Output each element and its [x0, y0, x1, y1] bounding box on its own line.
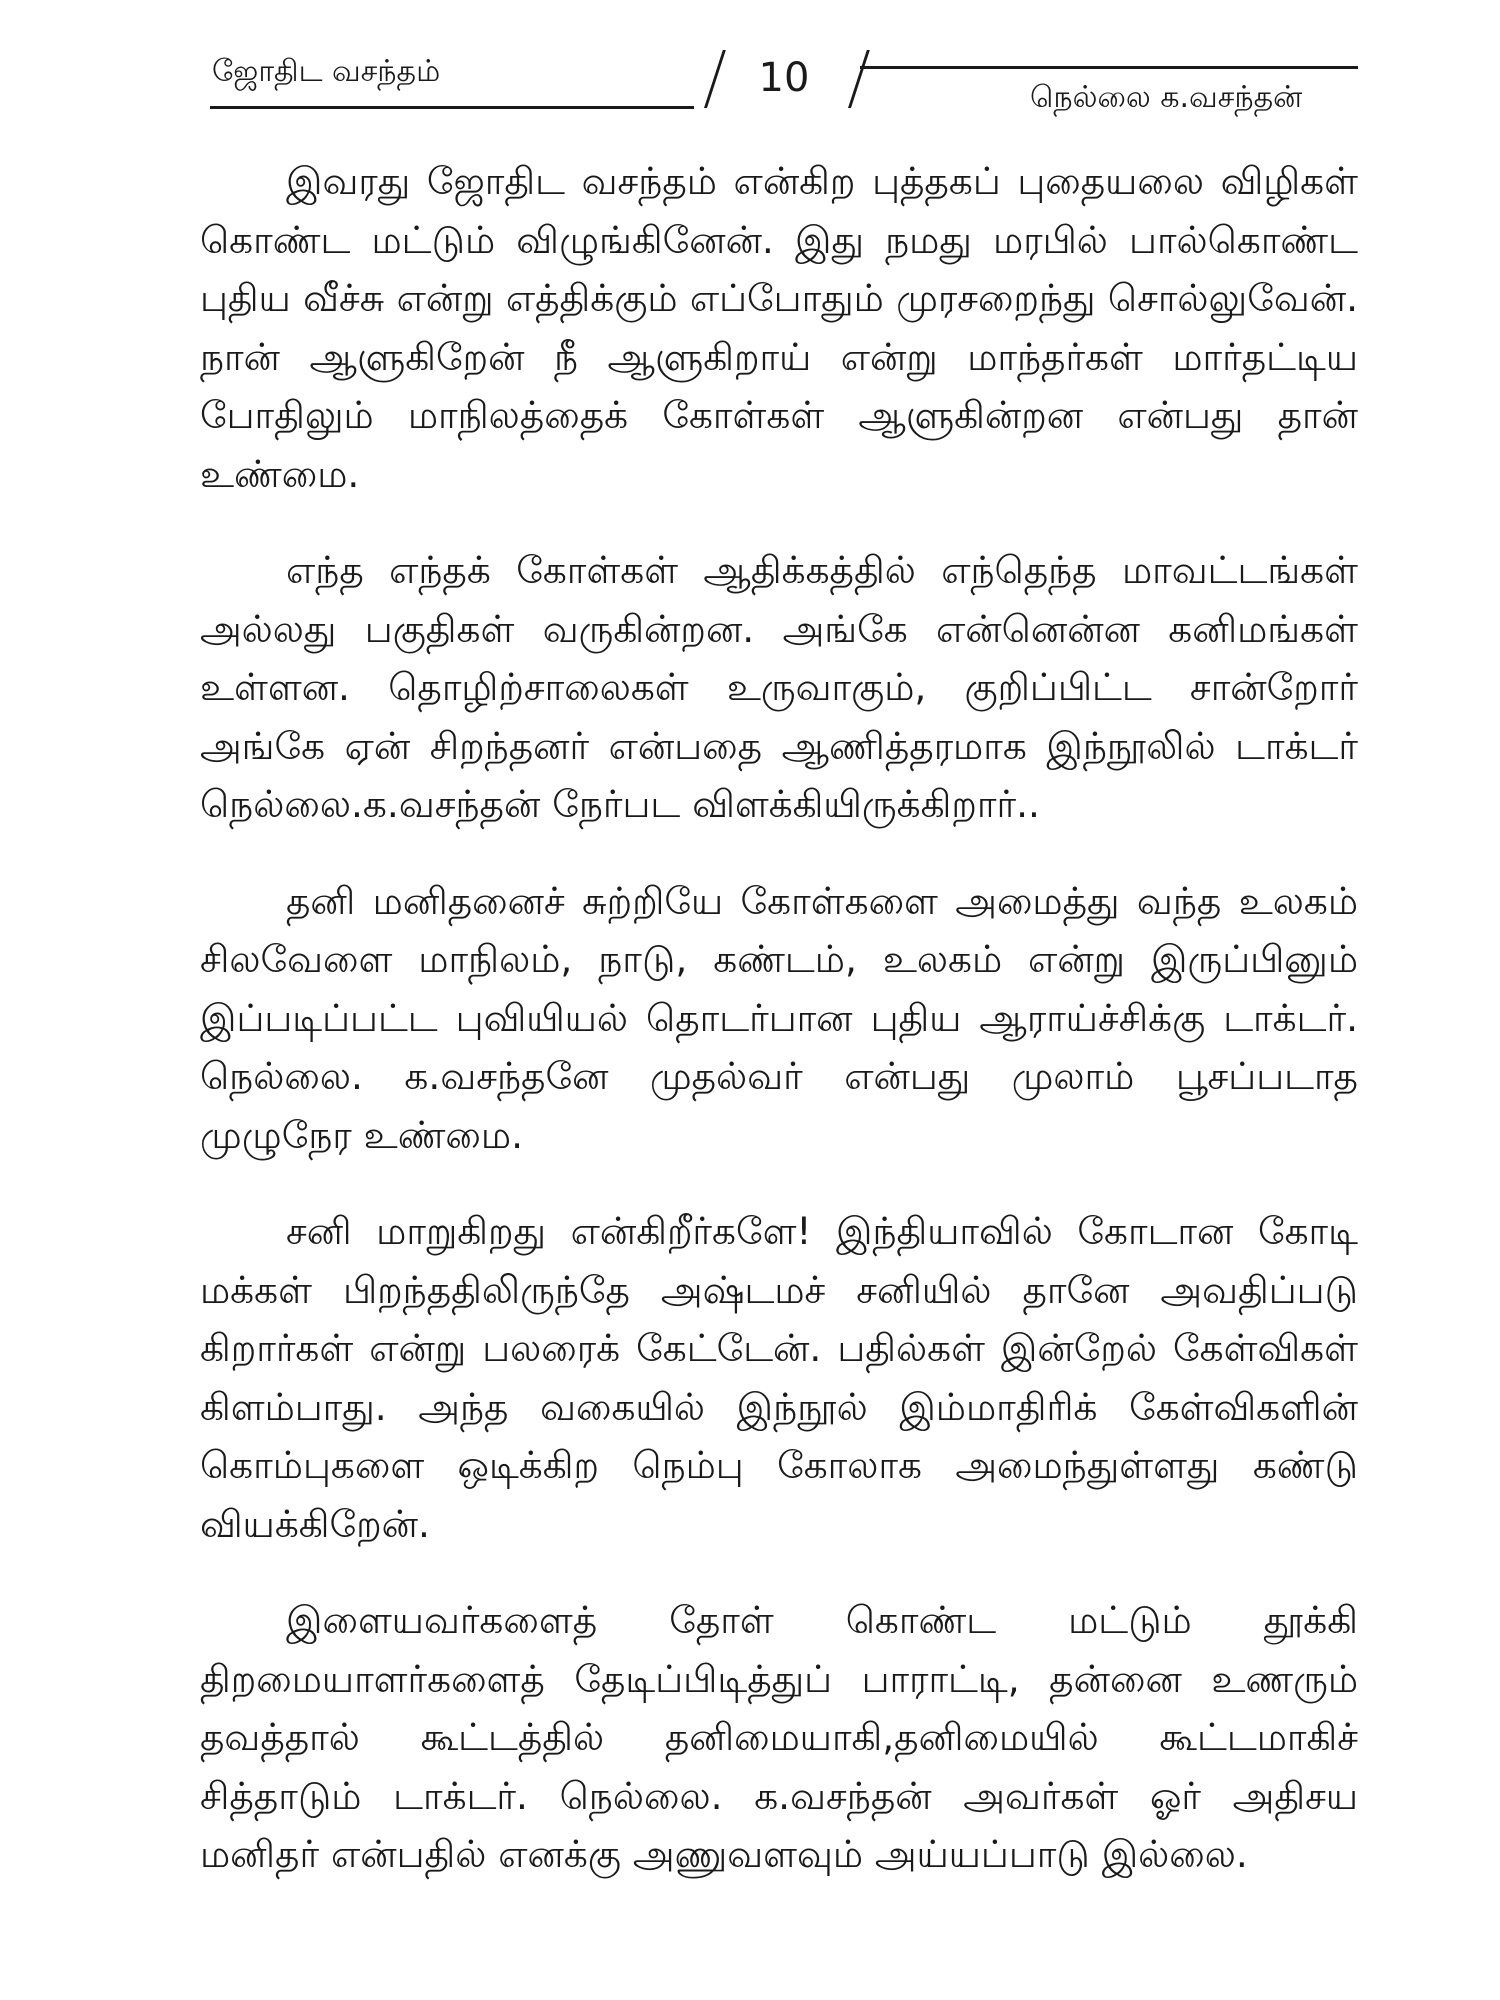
running-header-author: நெல்லை க.வசந்தன்	[1030, 80, 1303, 115]
header-slash-left	[704, 50, 726, 108]
header-rule-left	[210, 106, 694, 109]
header-slash-right	[848, 50, 870, 108]
running-header-book-title: ஜோதிட வசந்தம்	[212, 54, 441, 89]
paragraph-1: இவரது ஜோதிட வசந்தம் என்கிற புத்தகப் புதையலை விழிகள் கொண்ட மட்டும் விழுங்கினேன். இது நமது மரபில் பால்கொண்ட புதிய வீச்சு என்று எத்திக்கும் எப்போதும் முரசறைந்து சொல்லுவேன். நான் ஆளுகிறேன் நீ ஆளுகிறாய் என்று மாந்தர்கள் மார்தட்டிய போதிலும் மாநிலத்தைக் கோள்கள் ஆளுகின்றன என்பது தான் உண்மை.	[200, 159, 1358, 496]
page-number: 10	[758, 55, 810, 101]
paragraph-3: தனி மனிதனைச் சுற்றியே கோள்களை அமைத்து வந்த உலகம் சிலவேளை மாநிலம், நாடு, கண்டம், உலகம் என்று இருப்பினும் இப்படிப்பட்ட புவியியல் தொடர்பான புதிய ஆராய்ச்சிக்கு டாக்டர். நெல்லை. க.வசந்தனே முதல்வர் என்பது முலாம் பூசப்படாத முழுநேர உண்மை.	[200, 878, 1358, 1157]
paragraph-2: எந்த எந்தக் கோள்கள் ஆதிக்கத்தில் எந்தெந்த மாவட்டங்கள் அல்லது பகுதிகள் வருகின்றன. அங்கே என்னென்ன கனிமங்கள் உள்ளன. தொழிற்சாலைகள் உருவாகும், குறிப்பிட்ட சான்றோர் அங்கே ஏன் சிறந்தனர் என்பதை ஆணித்தரமாக இந்நூலில் டாக்டர் நெல்லை.க.வசந்தன் நேர்பட விளக்கியிருக்கிறார்..	[200, 548, 1358, 826]
page-body	[200, 152, 1358, 1922]
header-rule-right	[860, 66, 1358, 69]
paragraph-5: இளையவர்களைத் தோள் கொண்ட மட்டும் தூக்கி திறமையாளர்களைத் தேடிப்பிடித்துப் பாராட்டி, தன்னை உணரும் தவத்தால் கூட்டத்தில் தனிமையாகி,தனிமையில் கூட்டமாகிச் சித்தாடும் டாக்டர். நெல்லை. க.வசந்தன் அவர்கள் ஓர் அதிசய மனிதர் என்பதில் எனக்கு அணுவளவும் அய்யப்பாடு இல்லை.	[200, 1598, 1358, 1876]
paragraph-4: சனி மாறுகிறது என்கிறீர்களே! இந்தியாவில் கோடான கோடி மக்கள் பிறந்ததிலிருந்தே அஷ்டமச் சனியில் தானே அவதிப்படு கிறார்கள் என்று பலரைக் கேட்டேன். பதில்கள் இன்றேல் கேள்விகள் கிளம்பாது. அந்த வகையில் இந்நூல் இம்மாதிரிக் கேள்விகளின் கொம்புகளை ஒடிக்கிற நெம்பு கோலாக அமைந்துள்ளது கண்டு வியக்கிறேன்.	[200, 1209, 1358, 1546]
